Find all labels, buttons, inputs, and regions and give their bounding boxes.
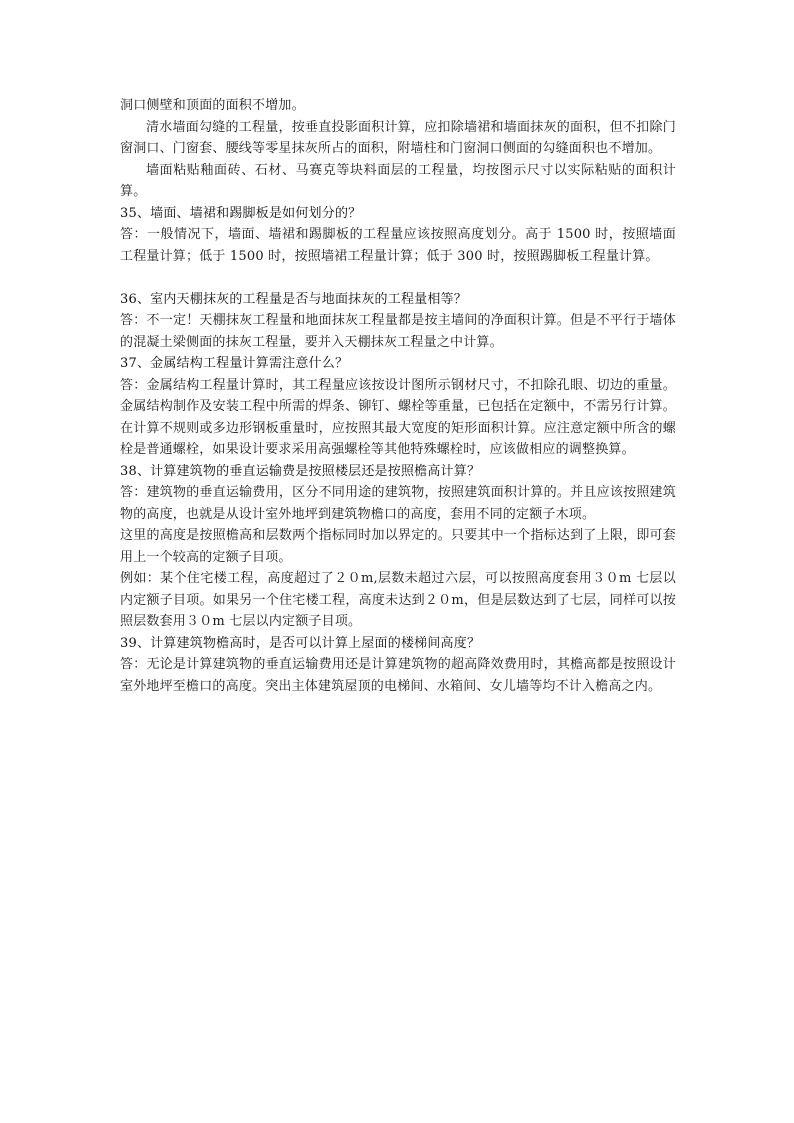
- answer-paragraph: 答：不一定！天棚抹灰工程量和地面抹灰工程量都是按主墙间的净面积计算。但是不平行于墙体的混凝土梁侧面的抹灰工程量，要并入天棚抹灰工程量之中计算。: [120, 313, 676, 350]
- answer-paragraph: 答：无论是计算建筑物的垂直运输费用还是计算建筑物的超高降效费用时，其檐高都是按照设计室外地坪至檐口的高度。突出主体建筑屋顶的电梯间、水箱间、女儿墙等均不计入檐高之内。: [120, 657, 676, 694]
- answer-paragraph: 这里的高度是按照檐高和层数两个指标同时加以界定的。只要其中一个指标达到了上限，即可套用上一个较高的定额子目项。: [120, 528, 676, 565]
- answer-paragraph: 例如：某个住宅楼工程，高度超过了２０m,层数未超过六层，可以按照高度套用３０m 七层以内定额子目项。如果另一个住宅楼工程，高度未达到２０m，但是层数达到了七层，同样可以按照层数套用３０m 七层以内定额子目项。: [120, 571, 676, 629]
- document-body: [120, 95, 676, 697]
- paragraph: 清水墙面勾缝的工程量，按垂直投影面积计算，应扣除墙裙和墙面抹灰的面积，但不扣除门窗洞口、门窗套、腰线等零星抹灰所占的面积，附墙柱和门窗洞口侧面的勾缝面积也不增加。: [120, 119, 676, 156]
- question-heading: 35、墙面、墙裙和踢脚板是如何划分的？: [120, 205, 362, 221]
- answer-paragraph: 答：一般情况下，墙面、墙裙和踢脚板的工程量应该按照高度划分。高于 1500 时，按照墙面工程量计算；低于 1500 时，按照墙裙工程量计算；低于 300 时，按照踢脚板工程量计算。: [120, 227, 676, 264]
- paragraph: 墙面粘贴釉面砖、石材、马赛克等块料面层的工程量，均按图示尺寸以实际粘贴的面积计算。: [120, 162, 676, 199]
- paragraph: 洞口侧壁和顶面的面积不增加。: [120, 98, 305, 113]
- question-heading: 37、金属结构工程量计算需注意什么？: [120, 356, 349, 371]
- answer-paragraph: 答：建筑物的垂直运输费用，区分不同用途的建筑物，按照建筑面积计算的。并且应该按照建筑物的高度，也就是从设计室外地坪到建筑物檐口的高度，套用不同的定额子木项。: [120, 485, 676, 522]
- question-heading: 38、计算建筑物的垂直运输费是按照楼层还是按照檐高计算？: [120, 463, 481, 479]
- question-heading: 36、室内天棚抹灰的工程量是否与地面抹灰的工程量相等？: [120, 291, 467, 307]
- answer-paragraph: 答：金属结构工程量计算时，其工程量应该按设计图所示钢材尺寸，不扣除孔眼、切边的重量。金属结构制作及安装工程中所需的焊条、铆钉、螺栓等重量，已包括在定额中，不需另行计算。在计算不规则或多边形钢板重量时，应按照其最大宽度的矩形面积计算。应注意定额中所含的螺栓是普通螺栓，如果设计要求采用高强螺栓等其他特殊螺栓时，应该做相应的调整换算。: [120, 377, 676, 457]
- question-heading: 39、计算建筑物檐高时，是否可以计算上屋面的楼梯间高度？: [120, 635, 481, 651]
- blank-line: [120, 267, 676, 289]
